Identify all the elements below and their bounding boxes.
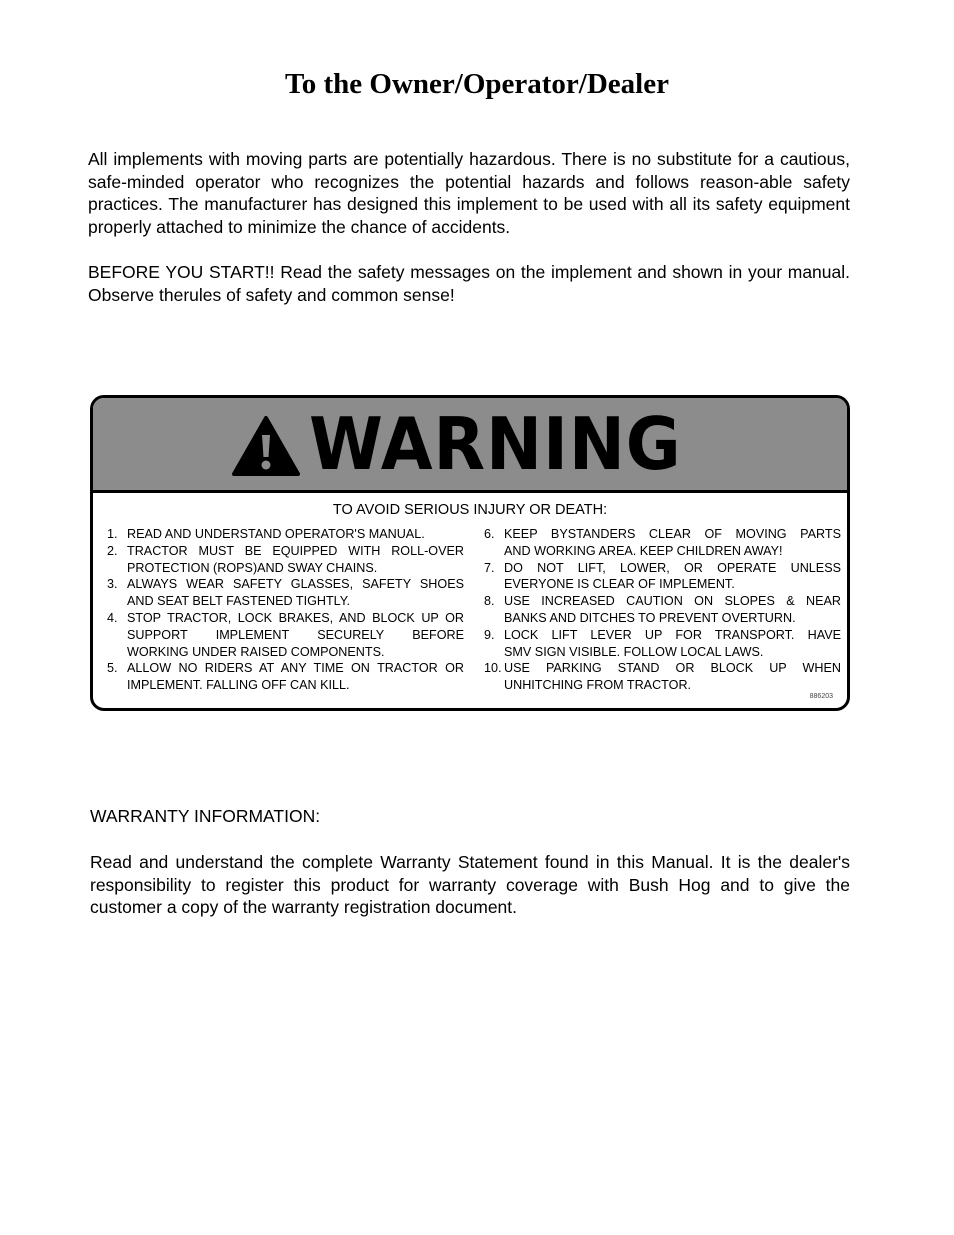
warning-item-line: SMV SIGN VISIBLE. FOLLOW LOCAL LAWS.: [504, 644, 764, 659]
warning-item-line: UNHITCHING FROM TRACTOR.: [504, 678, 692, 693]
warning-item: [107, 660, 464, 694]
page-title: To the Owner/Operator/Dealer: [285, 68, 669, 100]
warning-item: [484, 560, 841, 594]
warning-item-number: 1.: [107, 527, 118, 541]
warning-triangle-icon: [231, 415, 301, 477]
warning-item-number: 6.: [484, 527, 495, 541]
warning-heading: WARNING: [308, 402, 682, 486]
warning-item: [107, 543, 464, 577]
warning-item-line: KEEP BYSTANDERS CLEAR OF MOVING PARTS: [504, 527, 841, 541]
warning-item: [484, 660, 841, 694]
warning-header: [93, 398, 847, 493]
warning-item-line: PROTECTION (ROPS)AND SWAY CHAINS.: [127, 560, 378, 575]
warning-decal: [90, 395, 850, 711]
warning-item: [107, 526, 464, 543]
warning-item-line: EVERYONE IS CLEAR OF IMPLEMENT.: [504, 577, 735, 592]
warning-item-number: 3.: [107, 577, 118, 592]
warning-item-line: BANKS AND DITCHES TO PREVENT OVERTURN.: [504, 610, 796, 625]
warning-subheading: TO AVOID SERIOUS INJURY OR DEATH:: [332, 502, 608, 518]
warning-item-line: READ AND UNDERSTAND OPERATOR'S MANUAL.: [127, 527, 425, 541]
warranty-heading: WARRANTY INFORMATION:: [90, 806, 321, 826]
warning-item-line: USE INCREASED CAUTION ON SLOPES & NEAR: [504, 594, 841, 609]
warning-item: [484, 526, 841, 560]
part-number: 886203: [809, 693, 833, 700]
warning-item-line: SUPPORT IMPLEMENT SECURELY BEFORE: [127, 627, 464, 642]
warning-item-number: 9.: [484, 627, 495, 642]
warning-item: [107, 576, 464, 610]
warning-item-line: WORKING UNDER RAISED COMPONENTS.: [127, 644, 385, 659]
warning-item-line: STOP TRACTOR, LOCK BRAKES, AND BLOCK UP OR: [127, 610, 464, 625]
warning-item-line: ALLOW NO RIDERS AT ANY TIME ON TRACTOR OR: [127, 661, 464, 676]
warning-item-line: IMPLEMENT. FALLING OFF CAN KILL.: [127, 678, 350, 693]
warning-item-line: TRACTOR MUST BE EQUIPPED WITH ROLL-OVER: [127, 543, 464, 558]
warning-columns: [93, 526, 847, 694]
warning-item-number: 10.: [484, 661, 502, 676]
warning-item: [484, 627, 841, 661]
intro-paragraph: All implements with moving parts are potentially hazardous. There is no substitute for a cautious, safe-minded operator who recognizes the potential hazards and follows reason-able safety practices. The manufacturer has designed this implement to be used with all its safety equipment properly attached to minimize the chance of accidents.: [88, 149, 850, 237]
warning-item-number: 8.: [484, 594, 495, 609]
warning-item-line: AND WORKING AREA. KEEP CHILDREN AWAY!: [504, 543, 783, 558]
warning-left-column: [107, 526, 476, 694]
warning-item-line: ALWAYS WEAR SAFETY GLASSES, SAFETY SHOES: [127, 577, 464, 592]
warning-item-line: USE PARKING STAND OR BLOCK UP WHEN: [504, 661, 841, 676]
warning-item-number: 5.: [107, 661, 118, 676]
warning-item-number: 2.: [107, 543, 118, 558]
warning-item-line: DO NOT LIFT, LOWER, OR OPERATE UNLESS: [504, 560, 841, 575]
warning-right-column: [476, 526, 841, 694]
warning-item-number: 4.: [107, 610, 118, 625]
before-start-paragraph: BEFORE YOU START!! Read the safety messages on the implement and shown in your manual. Observe therules of safety and common sense!: [88, 262, 850, 305]
warranty-paragraph: Read and understand the complete Warranty Statement found in this Manual. It is the dealer's responsibility to register this product for warranty coverage with Bush Hog and to give the customer a copy of the warranty registration document.: [90, 852, 850, 917]
warning-item-line: AND SEAT BELT FASTENED TIGHTLY.: [127, 594, 351, 609]
warning-item-number: 7.: [484, 560, 495, 575]
warning-item: [484, 593, 841, 627]
warning-item-line: LOCK LIFT LEVER UP FOR TRANSPORT. HAVE: [504, 627, 841, 642]
warning-item: [107, 610, 464, 660]
